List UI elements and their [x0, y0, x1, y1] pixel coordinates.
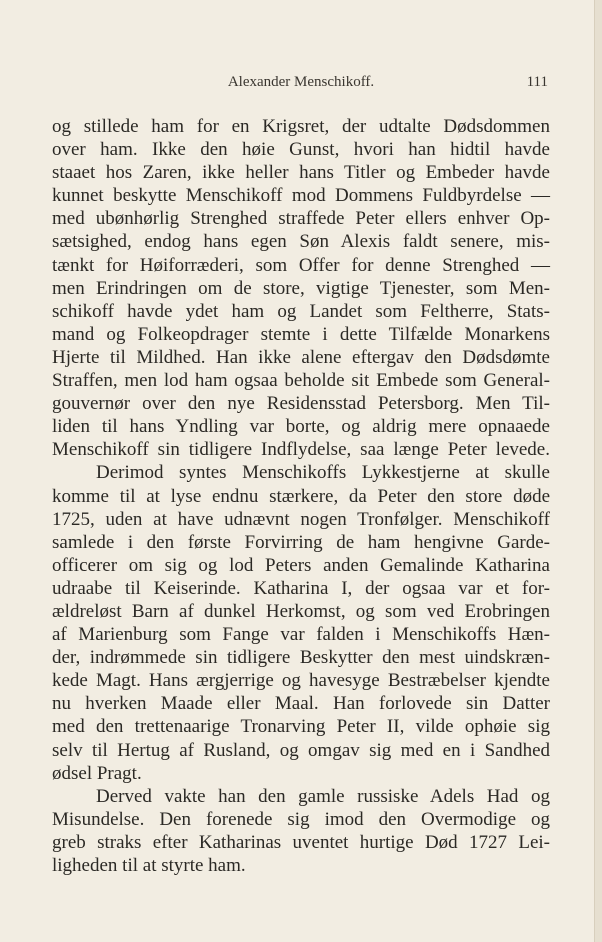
text-line: med den trettenaarige Tronarving Peter II, vilde ophøie sig — [52, 716, 550, 738]
text-line: Misundelse. Den forenede sig imod den Overmodige og — [52, 808, 550, 830]
text-line: tænkt for Høiforræderi, som Offer for denne Strenghed — — [52, 254, 550, 276]
text-line: officerer om sig og lod Peters anden Gemalinde Katharina — [52, 554, 550, 576]
text-line: staaet hos Zaren, ikke heller hans Titler og Embeder havde — [52, 162, 550, 184]
page-edge — [594, 0, 602, 942]
text-line: Straffen, men lod ham ogsaa beholde sit Embede som General- — [52, 370, 550, 392]
text-line: Derimod syntes Menschikoffs Lykkestjerne at skulle — [96, 462, 550, 484]
text-line: ligheden til at styrte ham. — [52, 855, 246, 876]
text-line: nu hverken Maade eller Maal. Han forlovede sin Datter — [52, 693, 550, 715]
text-line: gouvernør over den nye Residensstad Petersborg. Men Til- — [52, 393, 550, 415]
text-line: og stillede ham for en Krigsret, der udtalte Dødsdommen — [52, 116, 550, 137]
text-line: af Marienburg som Fange var falden i Menschikoffs Hæn- — [52, 624, 550, 646]
page-number: 111 — [526, 74, 548, 90]
text-line: schikoff havde ydet ham og Landet som Feltherre, Stats- — [52, 300, 550, 322]
text-line: samlede i den første Forvirring de ham hengivne Garde- — [52, 531, 550, 553]
text-line: selv til Hertug af Rusland, og omgav sig med en i Sandhed — [52, 739, 550, 761]
text-line: med ubønhørlig Strenghed straffede Peter ellers enhver Op- — [52, 208, 550, 230]
text-line: der, indrømmede sin tidligere Beskytter den mest uindskræn- — [52, 647, 550, 669]
running-title: Alexander Menschikoff. — [227, 74, 375, 90]
text-line: Derved vakte han den gamle russiske Adels Had og — [96, 785, 550, 807]
text-line: sætsighed, endog hans egen Søn Alexis faldt senere, mis- — [52, 231, 550, 253]
running-header — [52, 70, 550, 94]
text-line: ældreløst Barn af dunkel Herkomst, og som ved Erobringen — [52, 600, 550, 622]
text-line: mand og Folkeopdrager stemte i dette Tilfælde Monarkens — [52, 323, 550, 345]
text-line: over ham. Ikke den høie Gunst, hvori han hidtil havde — [52, 139, 550, 161]
text-line: ødsel Pragt. — [52, 762, 142, 784]
text-line: kunnet beskytte Menschikoff mod Dommens Fuldbyrdelse — — [52, 185, 550, 207]
text-line: Hjerte til Mildhed. Han ikke alene eftergav den Dødsdømte — [52, 346, 550, 368]
text-line: kede Magt. Hans ærgjerrige og havesyge Bestræbelser kjendte — [52, 670, 550, 692]
text-line: udraabe til Keiserinde. Katharina I, der ogsaa var et for- — [52, 577, 550, 599]
text-line: Menschikoff sin tidligere Indflydelse, saa længe Peter levede. — [52, 439, 550, 461]
text-line: komme til at lyse endnu stærkere, da Peter den store døde — [52, 485, 550, 507]
body-text — [52, 115, 550, 877]
text-line: liden til hans Yndling var borte, og aldrig mere opnaaede — [52, 416, 550, 438]
text-line: men Erindringen om de store, vigtige Tjenester, som Men- — [52, 277, 550, 299]
text-line: greb straks efter Katharinas uventet hurtige Død 1727 Lei- — [52, 831, 550, 853]
text-line: 1725, uden at have udnævnt nogen Tronfølger. Menschikoff — [52, 508, 550, 530]
